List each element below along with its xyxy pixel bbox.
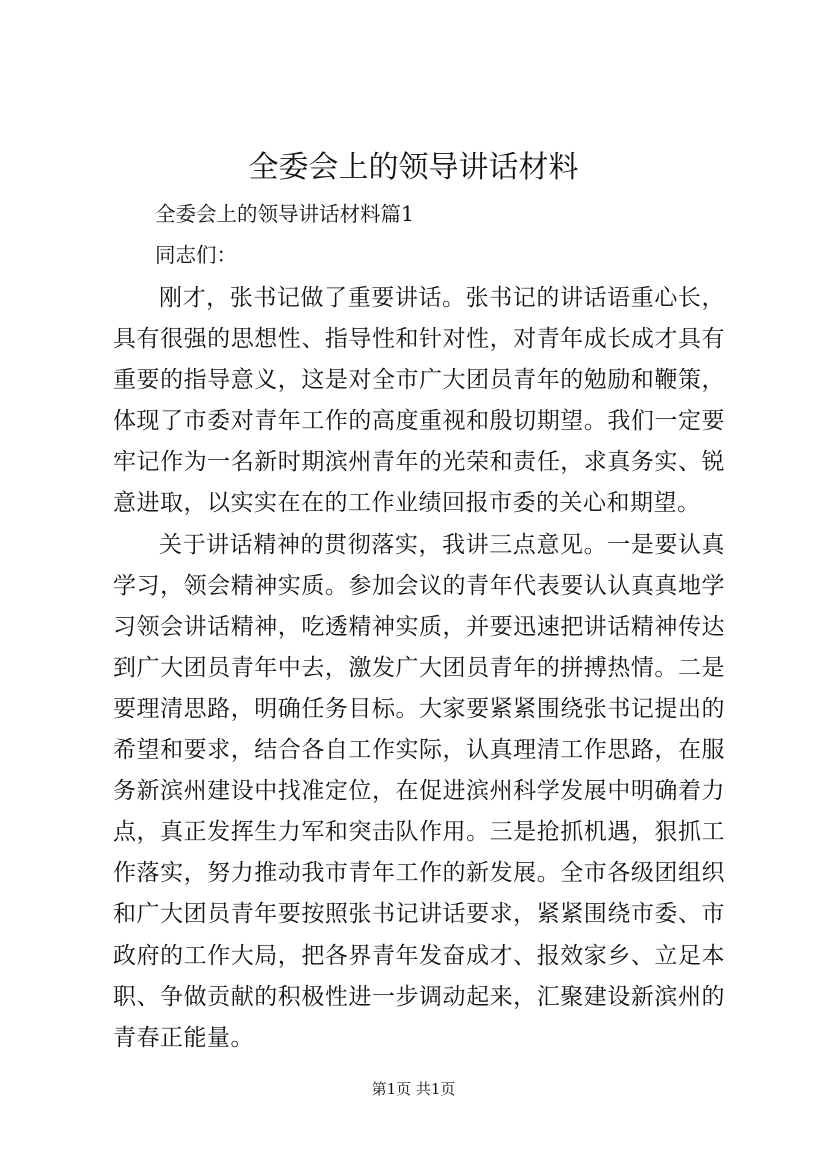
- document-body: [113, 278, 725, 1059]
- paragraph-1: 刚才，张书记做了重要讲话。张书记的讲话语重心长，具有很强的思想性、指导性和针对性，对青年成长成才具有重要的指导意义，这是对全市广大团员青年的勉励和鞭策，体现了市委对青年工作的高度重视和殷切期望。我们一定要牢记作为一名新时期滨州青年的光荣和责任，求真务实、锐意进取，以实实在在的工作业绩回报市委的关心和期望。: [113, 285, 725, 517]
- page-footer: 第1页 共1页: [371, 1080, 456, 1098]
- document-title: 全委会上的领导讲话材料: [248, 150, 579, 185]
- document-subtitle: 全委会上的领导讲话材料篇1: [155, 202, 415, 226]
- paragraph-2: 关于讲话精神的贯彻落实，我讲三点意见。一是要认真学习，领会精神实质。参加会议的青年代表要认认真真地学习领会讲话精神，吃透精神实质，并要迅速把讲话精神传达到广大团员青年中去，激发广大团员青年的拼搏热情。二是要理清思路，明确任务目标。大家要紧紧围绕张书记提出的希望和要求，结合各自工作实际，认真理清工作思路，在服务新滨州建设中找准定位，在促进滨州科学发展中明确着力点，真正发挥生力军和突击队作用。三是抢抓机遇，狠抓工作落实，努力推动我市青年工作的新发展。全市各级团组织和广大团员青年要按照张书记讲话要求，紧紧围绕市委、市政府的工作大局，把各界青年发奋成才、报效家乡、立足本职、争做贡献的积极性进一步调动起来，汇聚建设新滨州的青春正能量。: [113, 531, 725, 1051]
- salutation: 同志们：: [155, 243, 237, 267]
